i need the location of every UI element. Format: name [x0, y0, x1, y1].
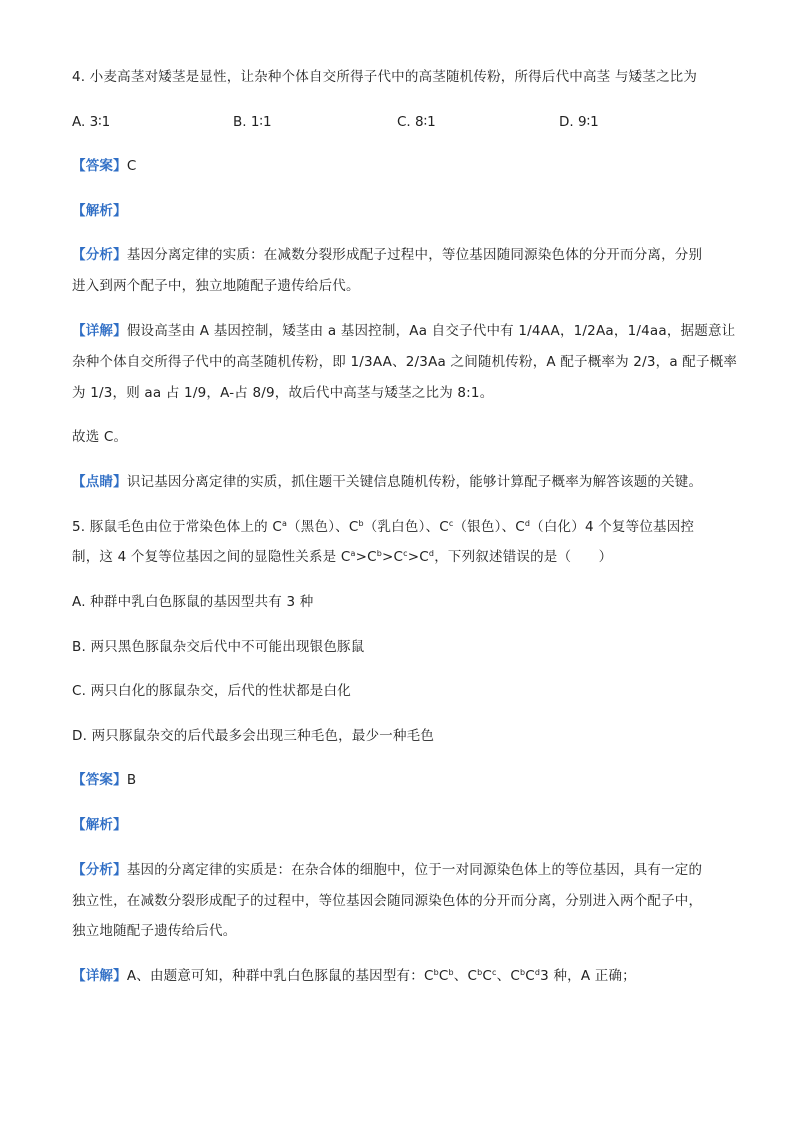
q4-fenxi-line-2: 进入到两个配子中，独立地随配子遗传给后代。 — [72, 278, 360, 294]
q4-option-b: B. 1∶1 — [233, 114, 272, 130]
q5-option-d: D. 两只豚鼠杂交的后代最多会出现三种毛色，最少一种毛色 — [72, 728, 435, 744]
xiangjie-text: C — [482, 968, 493, 984]
answer-tag: 【答案】 — [72, 158, 127, 174]
q5-stem-text: （黑色）、C — [287, 519, 359, 535]
q5-stem-text: （乳白色）、C — [363, 519, 449, 535]
xiangjie-tag: 【详解】 — [72, 968, 127, 984]
fenxi-text: 基因分离定律的实质：在减数分裂形成配子过程中，等位基因随同源染色体的分开而分离，分别 — [126, 247, 703, 263]
superscript: d — [534, 968, 541, 977]
q5-stem-line-2 — [72, 547, 612, 567]
superscript: d — [428, 549, 435, 558]
q5-stem-text: >C — [407, 549, 429, 565]
xiangjie-text: 、C — [496, 968, 520, 984]
q4-choose: 故选 C。 — [72, 429, 128, 445]
superscript: b — [519, 968, 526, 977]
dianjing-text: 识记基因分离定律的实质，抓住题干关键信息随机传粉，能够计算配子概率为解答该题的关键。 — [126, 474, 703, 490]
q5-option-c: C. 两只白化的豚鼠杂交，后代的性状都是白化 — [72, 683, 351, 699]
fenxi-text: 基因的分离定律的实质是：在杂合体的细胞中，位于一对同源染色体上的等位基因，具有一定的 — [126, 862, 703, 878]
fenxi-tag: 【分析】 — [72, 862, 127, 878]
answer-value: B — [126, 772, 137, 788]
fenxi-tag: 【分析】 — [72, 247, 127, 263]
xiangjie-tag: 【详解】 — [72, 323, 127, 339]
q5-stem-text: ，下列叙述错误的是（ ） — [434, 549, 613, 565]
superscript: d — [524, 519, 531, 528]
superscript: b — [477, 968, 483, 977]
q4-analysis-heading — [72, 201, 127, 221]
q5-stem-line-1 — [72, 517, 694, 537]
q4-dianjing — [72, 472, 702, 492]
analysis-tag: 【解析】 — [72, 817, 127, 833]
q5-xiangjie-line-1 — [72, 966, 636, 986]
xiangjie-text: C — [525, 968, 535, 984]
q4-option-d: D. 9∶1 — [559, 114, 599, 130]
q4-option-a: A. 3∶1 — [72, 114, 111, 130]
q4-fenxi-line-1 — [72, 245, 702, 265]
q5-fenxi-line-3: 独立地随配子遗传给后代。 — [72, 923, 237, 939]
answer-value: C — [126, 158, 137, 174]
xiangjie-text: C — [438, 968, 449, 984]
xiangjie-text: A、由题意可知，种群中乳白色豚鼠的基因型有：C — [126, 968, 434, 984]
superscript: b — [433, 968, 439, 977]
xiangjie-text: 、C — [453, 968, 478, 984]
q5-stem-text: 制，这 4 个复等位基因之间的显隐性关系是 C — [72, 549, 351, 565]
answer-tag: 【答案】 — [72, 772, 127, 788]
q5-fenxi-line-2: 独立性，在减数分裂形成配子的过程中，等位基因会随同源染色体的分开而分离，分别进入两个配子中， — [72, 893, 703, 909]
q4-option-c: C. 8∶1 — [397, 114, 436, 130]
q5-stem-text: 5. 豚鼠毛色由位于常染色体上的 C — [72, 519, 282, 535]
superscript: b — [448, 968, 454, 977]
analysis-tag: 【解析】 — [72, 203, 127, 219]
q5-answer — [72, 770, 136, 790]
q4-answer — [72, 156, 136, 176]
q4-options — [72, 112, 732, 132]
superscript: a — [282, 519, 288, 528]
superscript: c — [448, 519, 454, 528]
superscript: b — [358, 519, 364, 528]
q4-xiangjie-line-1 — [72, 321, 735, 341]
q4-xiangjie-line-3: 为 1/3，则 aa 占 1/9，A-占 8/9，故后代中高茎与矮茎之比为 8:1。 — [72, 385, 494, 401]
dianjing-tag: 【点睛】 — [72, 474, 127, 490]
superscript: c — [492, 968, 497, 977]
xiangjie-text: 假设高茎由 A 基因控制，矮茎由 a 基因控制，Aa 自交子代中有 1/4AA，1/2Aa，1/4aa，据题意让 — [126, 323, 736, 339]
q5-analysis-heading — [72, 815, 127, 835]
superscript: c — [403, 549, 408, 558]
q5-stem-text: >C — [382, 549, 404, 565]
q5-option-b: B. 两只黑色豚鼠杂交后代中不可能出现银色豚鼠 — [72, 639, 365, 655]
superscript: b — [376, 549, 383, 558]
q4-xiangjie-line-2: 杂种个体自交所得子代中的高茎随机传粉，即 1/3AA、2/3Aa 之间随机传粉，A 配子概率为 2/3，a 配子概率 — [72, 354, 738, 370]
q4-stem: 4. 小麦高茎对矮茎是显性，让杂种个体自交所得子代中的高茎随机传粉，所得后代中高茎 与矮茎之比为 — [72, 69, 698, 85]
superscript: a — [350, 549, 356, 558]
q5-fenxi-line-1 — [72, 860, 702, 880]
q5-stem-text: >C — [355, 549, 377, 565]
q5-stem-text: （白化）4 个复等位基因控 — [530, 519, 695, 535]
q5-option-a: A. 种群中乳白色豚鼠的基因型共有 3 种 — [72, 594, 314, 610]
q5-stem-text: （银色）、C — [453, 519, 525, 535]
xiangjie-text: 3 种，A 正确； — [540, 968, 636, 984]
